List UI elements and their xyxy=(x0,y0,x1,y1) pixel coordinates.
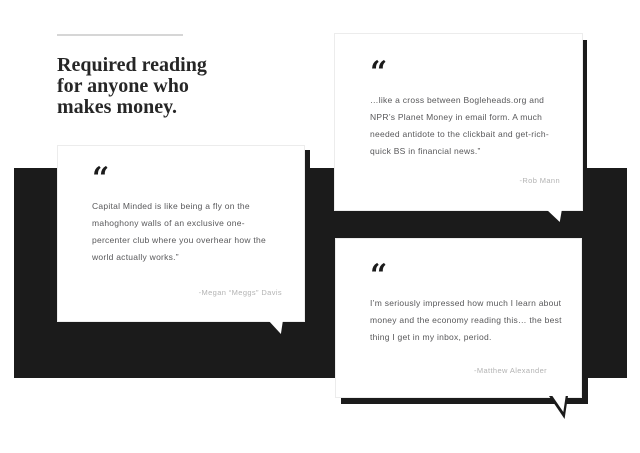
testimonial-card-megan xyxy=(57,145,305,322)
page-title-line-1: Required reading xyxy=(57,54,207,77)
heading-divider-line xyxy=(57,34,183,36)
testimonial-author: -Matthew Alexander xyxy=(473,366,547,375)
testimonial-card-body xyxy=(58,146,304,321)
testimonial-quote: I’m seriously impressed how much I learn about money and the economy reading this… the best thing I get in my inbox, period. xyxy=(370,298,562,342)
quote-icon: “ xyxy=(92,161,110,196)
quote-icon: “ xyxy=(370,55,388,90)
testimonial-author: -Rob Mann xyxy=(519,176,560,185)
testimonial-card-matthew xyxy=(335,238,582,398)
testimonial-card-rob xyxy=(334,33,583,211)
page-title-line-2: for anyone who xyxy=(57,75,189,98)
testimonial-quote: Capital Minded is like being a fly on the mahoghony walls of an exclusive one-percenter club where you overhear how the world actually works.” xyxy=(92,201,266,262)
testimonial-author: -Megan “Meggs” Davis xyxy=(198,288,282,297)
page-title-line-3: makes money. xyxy=(57,96,177,119)
page-title xyxy=(57,55,257,118)
testimonial-card-body xyxy=(336,239,581,397)
quote-icon: “ xyxy=(370,258,388,293)
testimonial-card-body xyxy=(335,34,582,210)
testimonial-quote: …like a cross between Bogleheads.org and NPR’s Planet Money in email form. A much needed antidote to the clickbait and get-rich-quick BS in financial news.” xyxy=(370,95,550,156)
